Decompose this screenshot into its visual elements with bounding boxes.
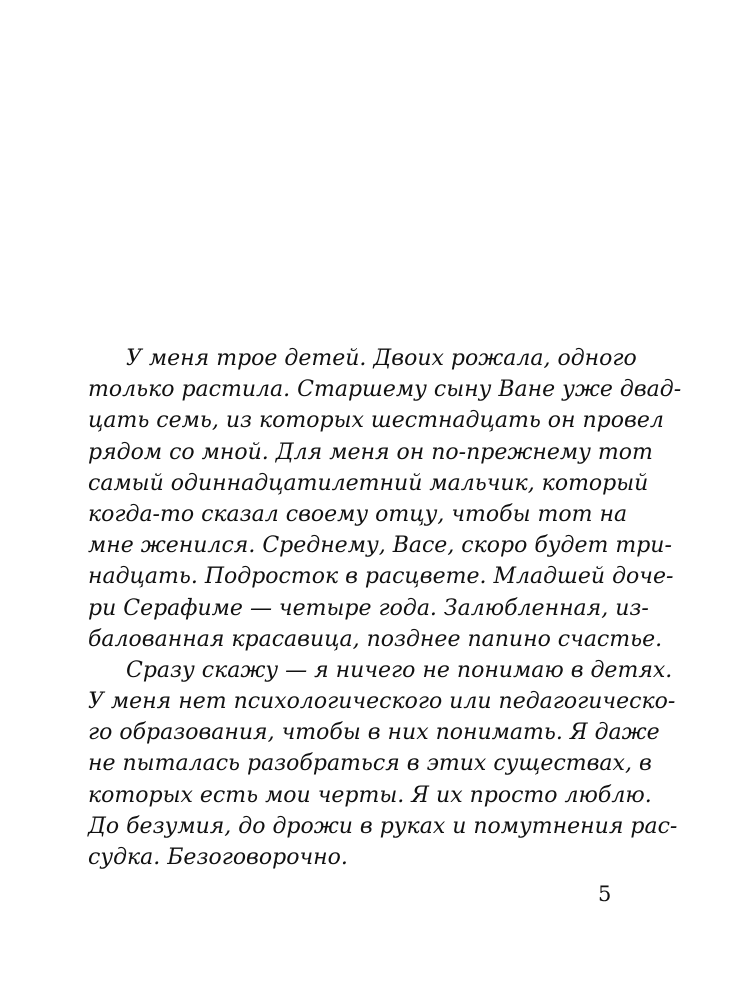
text-line: У меня трое детей. Двоих рожала, одного — [126, 346, 637, 371]
text-line: не пыталась разобраться в этих существах, в — [88, 751, 652, 777]
text-line: До безумия, до дрожи в руках и помутнения рас- — [88, 813, 678, 839]
text-line: которых есть мои черты. Я их просто люблю. — [88, 782, 652, 808]
text-line: мне женился. Среднему, Васе, скоро будет три- — [88, 533, 672, 559]
text-line: балованная красавица, позднее папино счастье. — [88, 626, 663, 652]
text-line: судка. Безоговорочно. — [88, 845, 348, 870]
text-line: самый одиннадцатилетний мальчик, который — [88, 470, 649, 496]
paragraph-1 — [88, 343, 682, 655]
text-line: когда-то сказал своему отцу, чтобы тот на — [88, 501, 628, 527]
text-line: цать семь, из которых шестнадцать он провел — [88, 408, 664, 434]
text-line: только растила. Старшему сыну Ване уже двад- — [88, 377, 682, 403]
text-line: рядом со мной. Для меня он по-прежнему тот — [88, 439, 653, 465]
page-number: 5 — [598, 882, 612, 906]
body-text — [88, 343, 682, 873]
paragraph-2 — [88, 655, 678, 873]
text-line: У меня нет психологического или педагогическо- — [88, 689, 676, 715]
text-line: Сразу скажу — я ничего не понимаю в детях. — [126, 657, 673, 683]
text-line: надцать. Подросток в расцвете. Младшей доче- — [88, 564, 674, 590]
text-line: го образования, чтобы в них понимать. Я даже — [88, 720, 660, 746]
text-line: ри Серафиме — четыре года. Залюбленная, из- — [88, 595, 649, 621]
